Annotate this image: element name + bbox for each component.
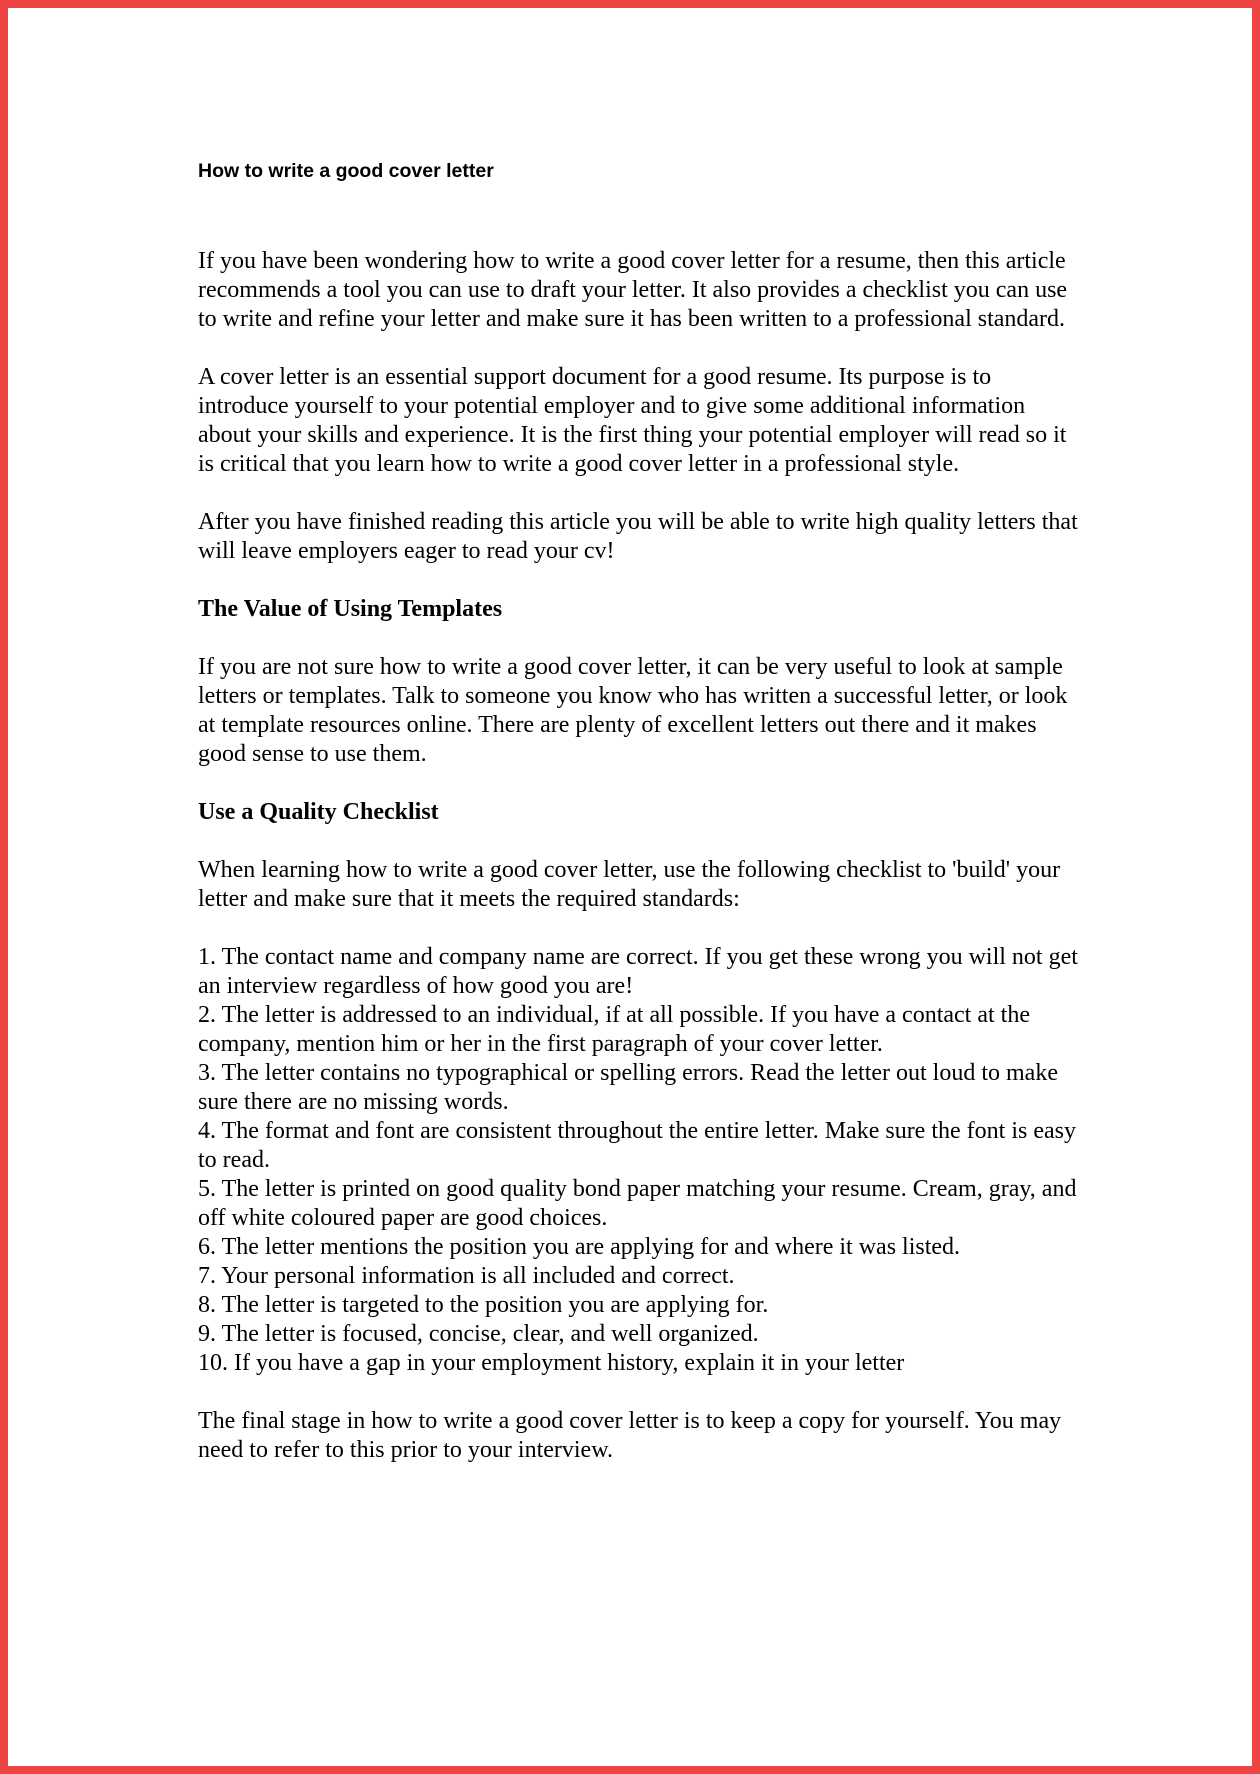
paragraph-spacer <box>198 1378 1078 1407</box>
document-title: How to write a good cover letter <box>198 160 494 182</box>
section-heading-checklist: Use a Quality Checklist <box>198 799 439 825</box>
paragraph-spacer <box>198 914 1078 943</box>
paragraph-spacer <box>198 769 1078 798</box>
checklist-item: 10. If you have a gap in your employment history, explain it in your letter <box>198 1350 905 1376</box>
templates-paragraph: If you are not sure how to write a good cover letter, it can be very useful to look at sample letters or templates. Talk to someone you know who has written a successful letter, or look at template resources online. There are plenty of excellent letters out there and it makes good sense to use them. <box>198 654 1068 767</box>
checklist-intro: When learning how to write a good cover letter, use the following checklist to 'build' your letter and make sure that it meets the required standards: <box>198 857 1061 912</box>
intro-paragraph-1: If you have been wondering how to write a good cover letter for a resume, then this article recommends a tool you can use to draft your letter. It also provides a checklist you can use to write and refine your letter and make sure it has been written to a professional standard. <box>198 248 1068 332</box>
paragraph-spacer <box>198 479 1078 508</box>
checklist-item: 5. The letter is printed on good quality bond paper matching your resume. Cream, gray, and off white coloured paper are good choices. <box>198 1176 1077 1231</box>
paragraph-spacer <box>198 566 1078 595</box>
intro-paragraph-2: A cover letter is an essential support document for a good resume. Its purpose is to introduce yourself to your potential employer and to give some additional information about your skills and experience. It is the first thing your potential employer will read so it is critical that you learn how to write a good cover letter in a professional style. <box>198 364 1067 477</box>
checklist <box>198 943 1078 1378</box>
document-body <box>198 156 1078 1465</box>
checklist-item: 6. The letter mentions the position you are applying for and where it was listed. <box>198 1234 961 1260</box>
checklist-item: 8. The letter is targeted to the position you are applying for. <box>198 1292 769 1318</box>
checklist-item: 7. Your personal information is all included and correct. <box>198 1263 735 1289</box>
paragraph-spacer <box>198 334 1078 363</box>
intro-paragraph-3: After you have finished reading this article you will be able to write high quality letters that will leave employers eager to read your cv! <box>198 509 1078 564</box>
checklist-item: 3. The letter contains no typographical or spelling errors. Read the letter out loud to make sure there are no missing words. <box>198 1060 1058 1115</box>
checklist-item: 2. The letter is addressed to an individual, if at all possible. If you have a contact at the company, mention him or her in the first paragraph of your cover letter. <box>198 1002 1030 1057</box>
checklist-item: 1. The contact name and company name are correct. If you get these wrong you will not get an interview regardless of how good you are! <box>198 944 1078 999</box>
checklist-item: 9. The letter is focused, concise, clear, and well organized. <box>198 1321 759 1347</box>
closing-paragraph: The final stage in how to write a good cover letter is to keep a copy for yourself. You may need to refer to this prior to your interview. <box>198 1408 1062 1463</box>
paragraph-spacer <box>198 624 1078 653</box>
section-heading-templates: The Value of Using Templates <box>198 596 503 622</box>
checklist-item: 4. The format and font are consistent throughout the entire letter. Make sure the font is easy to read. <box>198 1118 1076 1173</box>
paragraph-spacer <box>198 827 1078 856</box>
